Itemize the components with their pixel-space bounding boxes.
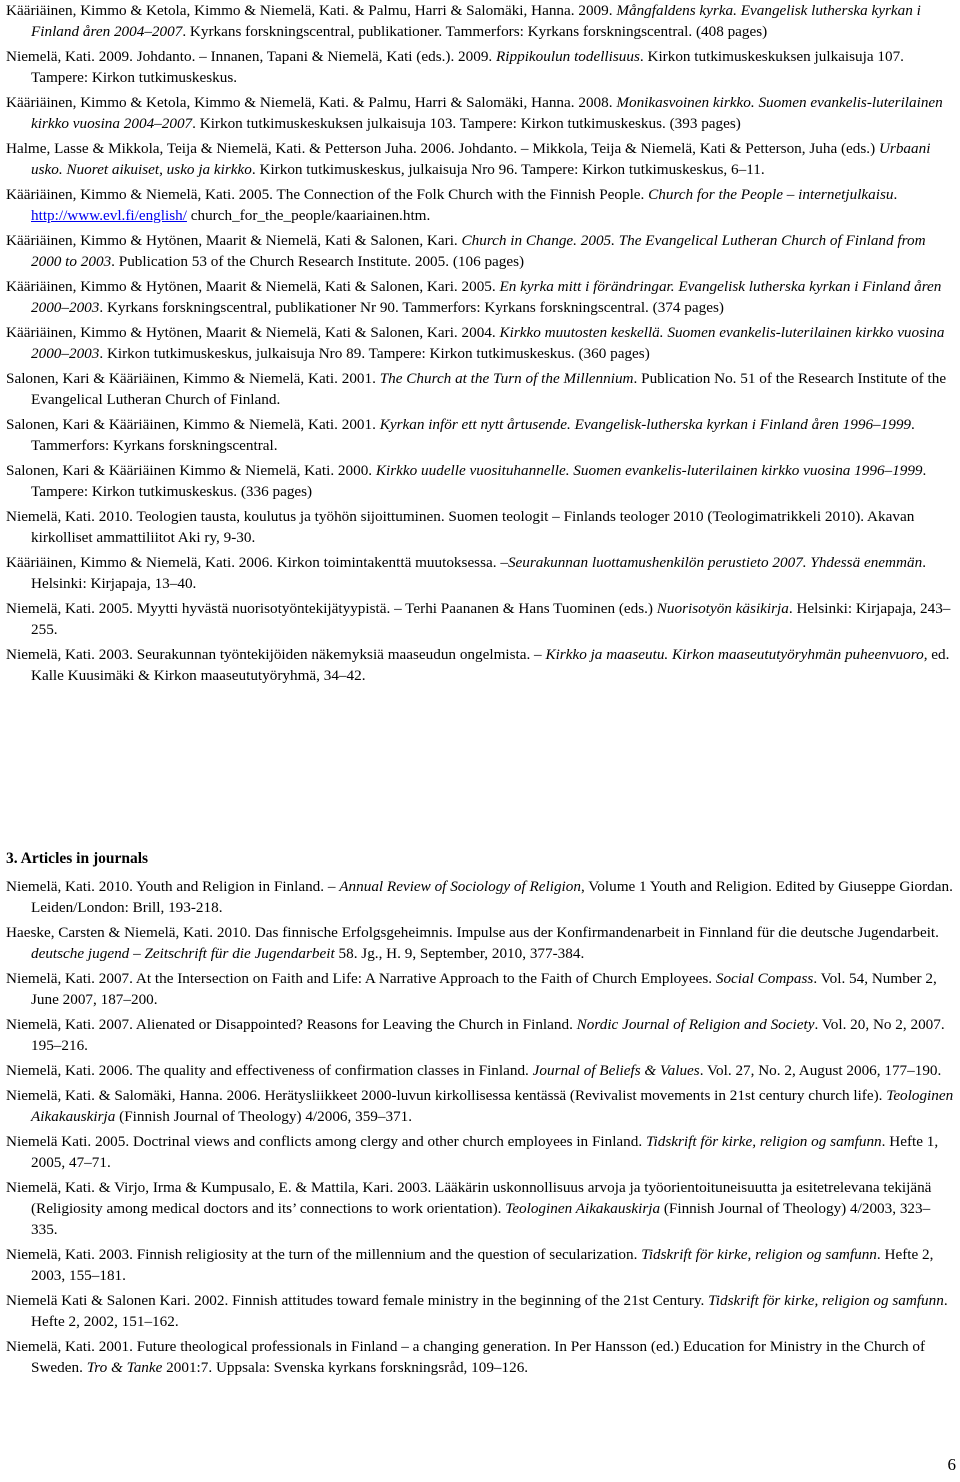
reference-title: En kyrka mitt i förändringar. Evangelisk lutherska kyrkan i Finland åren 2000–2003 bbox=[31, 278, 942, 316]
reference-title: The Church at the Turn of the Millennium bbox=[379, 370, 634, 387]
reference-title: Kirkko muutosten keskellä. Suomen evankelis-luterilainen kirkko vuosina 2000–2003 bbox=[31, 324, 945, 362]
reference-text: Kääriäinen, Kimmo & Hytönen, Maarit & Niemelä, Kati & Salonen, Kari. 2005. bbox=[6, 278, 500, 295]
reference-title: Kyrkan inför ett nytt årtusende. Evangelisk-lutherska kyrkan i Finland åren 1996–1999 bbox=[379, 416, 912, 433]
reference-text: . Helsinki: Kirjapaja, 13–40. bbox=[31, 554, 926, 592]
reference-text: church_for_the_people/kaariainen.htm. bbox=[186, 207, 431, 224]
reference-entry bbox=[6, 876, 956, 918]
reference-entry bbox=[6, 414, 956, 456]
reference-title: Tidskrift för kirke, religion og samfunn bbox=[645, 1133, 882, 1150]
reference-text: . bbox=[893, 186, 898, 203]
reference-text: Niemelä Kati. 2005. Doctrinal views and conflicts among clergy and other church employees in Finland. bbox=[6, 1133, 646, 1150]
reference-title: Nordic Journal of Religion and Society bbox=[576, 1016, 815, 1033]
reference-entry bbox=[6, 1290, 956, 1332]
reference-text: Niemelä, Kati. 2009. Johdanto. – Innanen, Tapani & Niemelä, Kati (eds.). 2009. bbox=[6, 48, 497, 65]
reference-text: . Helsinki: Kirjapaja, 243–255. bbox=[31, 600, 951, 638]
reference-entry bbox=[6, 322, 956, 364]
reference-entry bbox=[6, 1014, 956, 1056]
reference-title: Teologinen Aikakauskirja bbox=[31, 1087, 954, 1125]
reference-text: Niemelä, Kati. 2010. Youth and Religion in Finland. – bbox=[6, 878, 340, 895]
page-number: 6 bbox=[947, 1455, 956, 1474]
reference-title: Rippikoulun todellisuus bbox=[496, 48, 640, 65]
reference-text: , ed. Kalle Kuusimäki & Kirkon maaseututyöryhmä, 34–42. bbox=[31, 646, 950, 684]
reference-entry bbox=[6, 1060, 956, 1081]
reference-title: Mångfaldens kyrka. Evangelisk lutherska kyrkan i Finland åren 2004–2007 bbox=[31, 2, 921, 40]
reference-entry bbox=[6, 922, 956, 964]
book-references-list bbox=[6, 0, 956, 690]
reference-entry bbox=[6, 1177, 956, 1240]
reference-text: Niemelä, Kati. 2005. Myytti hyvästä nuorisotyöntekijätyypistä. – Terhi Paananen & Hans Tuominen (eds.) bbox=[6, 600, 657, 617]
reference-text: . Hefte 2, 2002, 151–162. bbox=[31, 1292, 948, 1330]
reference-text: Niemelä, Kati. 2007. Alienated or Disappointed? Reasons for Leaving the Church in Finland. bbox=[6, 1016, 577, 1033]
reference-text: (Finnish Journal of Theology) 4/2006, 359–371. bbox=[115, 1108, 413, 1125]
reference-entry bbox=[6, 968, 956, 1010]
reference-title: Church in Change. 2005. The Evangelical Lutheran Church of Finland from 2000 to 2003 bbox=[31, 232, 926, 270]
reference-text: . Publication No. 51 of the Research Institute of the Evangelical Lutheran Church of Finland. bbox=[31, 370, 947, 408]
reference-text: Kääriäinen, Kimmo & Ketola, Kimmo & Niemelä, Kati. & Palmu, Harri & Salomäki, Hanna. 2009. bbox=[6, 2, 617, 19]
reference-text: Haeske, Carsten & Niemelä, Kati. 2010. Das finnische Erfolgsgeheimnis. Impulse aus der Konfirmandenarbeit in Finnland für die deutsche Jugendarbeit. bbox=[6, 924, 939, 941]
reference-text: . Kirkon tutkimuskeskuksen julkaisuja 107. Tampere: Kirkon tutkimuskeskus. bbox=[31, 48, 904, 86]
reference-text: Niemelä Kati & Salonen Kari. 2002. Finnish attitudes toward female ministry in the beginning of the 21st Century. bbox=[6, 1292, 709, 1309]
reference-text: . Kirkon tutkimuskeskus, julkaisuja Nro 96. Tampere: Kirkon tutkimuskeskus, 6–11. bbox=[251, 161, 765, 178]
reference-text: Niemelä, Kati. 2003. Finnish religiosity at the turn of the millennium and the question of secularization. bbox=[6, 1246, 642, 1263]
reference-text: Salonen, Kari & Kääriäinen, Kimmo & Niemelä, Kati. 2001. bbox=[6, 416, 380, 433]
reference-title: Tidskrift för kirke, religion og samfunn bbox=[708, 1292, 944, 1309]
reference-title: Church for the People – internetjulkaisu bbox=[648, 186, 894, 203]
reference-title: Social Compass bbox=[715, 970, 814, 987]
reference-entry bbox=[6, 138, 956, 180]
reference-text: . Publication 53 of the Church Research Institute. 2005. (106 pages) bbox=[111, 253, 525, 270]
reference-text: . Tampere: Kirkon tutkimuskeskus. (336 pages) bbox=[31, 462, 927, 500]
reference-text: . Kyrkans forskningscentral, publikationer. Tammerfors: Kyrkans forskningscentral. (408 pages) bbox=[182, 23, 768, 40]
reference-text: . Hefte 2, 2003, 155–181. bbox=[31, 1246, 934, 1284]
reference-entry bbox=[6, 1336, 956, 1378]
reference-text: . Kirkon tutkimuskeskuksen julkaisuja 103. Tampere: Kirkon tutkimuskeskus. (393 pages) bbox=[192, 115, 741, 132]
reference-entry bbox=[6, 276, 956, 318]
reference-text: Salonen, Kari & Kääriäinen, Kimmo & Niemelä, Kati. 2001. bbox=[6, 370, 380, 387]
reference-text: , Volume 1 Youth and Religion. Edited by Giuseppe Giordan. Leiden/London: Brill, 193-218. bbox=[31, 878, 953, 916]
reference-text: . Hefte 1, 2005, 47–71. bbox=[31, 1133, 939, 1171]
reference-text: Niemelä, Kati. & Virjo, Irma & Kumpusalo, E. & Mattila, Kari. 2003. Lääkärin uskonnollisuus arvoja ja työorientoituneisuutta ja esitetrelevana tekijänä (Religiosity among medical doctors and its’ connections to work orientation). bbox=[6, 1179, 932, 1217]
reference-text: Kääriäinen, Kimmo & Hytönen, Maarit & Niemelä, Kati & Salonen, Kari. 2004. bbox=[6, 324, 500, 341]
reference-title: Kirkko uudelle vuosituhannelle. Suomen evankelis-luterilainen kirkko vuosina 1996–1999 bbox=[375, 462, 923, 479]
reference-entry bbox=[6, 598, 956, 640]
reference-entry bbox=[6, 506, 956, 548]
reference-title: deutsche jugend – Zeitschrift für die Jugendarbeit bbox=[31, 945, 335, 962]
reference-title: Kirkko ja maaseutu. Kirkon maaseututyöryhmän puheenvuoro bbox=[545, 646, 924, 663]
reference-title: Annual Review of Sociology of Religion bbox=[339, 878, 581, 895]
reference-title: Teologinen Aikakauskirja bbox=[505, 1200, 661, 1217]
reference-title: Seurakunnan luottamushenkilön perustieto 2007. Yhdessä enemmän bbox=[507, 554, 923, 571]
reference-text: Kääriäinen, Kimmo & Niemelä, Kati. 2006. Kirkon toimintakenttä muutoksessa. – bbox=[6, 554, 508, 571]
reference-text: . Vol. 27, No. 2, August 2006, 177–190. bbox=[699, 1062, 942, 1079]
reference-entry bbox=[6, 184, 956, 226]
reference-title: Journal of Beliefs & Values bbox=[532, 1062, 700, 1079]
reference-entry bbox=[6, 230, 956, 272]
reference-text: Niemelä, Kati. 2006. The quality and effectiveness of confirmation classes in Finland. bbox=[6, 1062, 533, 1079]
reference-entry bbox=[6, 46, 956, 88]
reference-title: Nuorisotyön käsikirja bbox=[656, 600, 789, 617]
reference-text: 58. Jg., H. 9, September, 2010, 377-384. bbox=[334, 945, 585, 962]
reference-entry bbox=[6, 368, 956, 410]
reference-text: Niemelä, Kati. 2001. Future theological professionals in Finland – a changing generation. In Per Hansson (ed.) Education for Ministry in the Church of Sweden. bbox=[6, 1338, 926, 1376]
reference-text: Salonen, Kari & Kääriäinen Kimmo & Niemelä, Kati. 2000. bbox=[6, 462, 376, 479]
reference-entry bbox=[6, 0, 956, 42]
reference-text: Niemelä, Kati. 2010. Teologien tausta, koulutus ja työhön sijoittuminen. Suomen teologit – Finlands teologer 2010 (Teologimatrikkeli 2010). Akavan kirkolliset ammattiliitot Aki ry, 9-30. bbox=[6, 508, 915, 546]
reference-text: Kääriäinen, Kimmo & Niemelä, Kati. 2005. The Connection of the Folk Church with the Finnish People. bbox=[6, 186, 649, 203]
reference-title: Monikasvoinen kirkko. Suomen evankelis-luterilainen kirkko vuosina 2004–2007 bbox=[31, 94, 943, 132]
reference-title: Tidskrift för kirke, religion og samfunn bbox=[641, 1246, 877, 1263]
reference-text: Niemelä, Kati. 2003. Seurakunnan työntekijöiden näkemyksiä maaseudun ongelmista. – bbox=[6, 646, 546, 663]
reference-text: . Kirkon tutkimuskeskus, julkaisuja Nro 89. Tampere: Kirkon tutkimuskeskus. (360 pages) bbox=[99, 345, 650, 362]
reference-title: Tro & Tanke bbox=[86, 1359, 163, 1376]
section-heading-articles: 3. Articles in journals bbox=[6, 850, 149, 867]
reference-text: . Vol. 20, No 2, 2007. 195–216. bbox=[31, 1016, 945, 1054]
reference-text: . Vol. 54, Number 2, June 2007, 187–200. bbox=[31, 970, 937, 1008]
reference-entry bbox=[6, 1244, 956, 1286]
reference-text: 2001:7. Uppsala: Svenska kyrkans forskningsråd, 109–126. bbox=[162, 1359, 529, 1376]
reference-text: . Tammerfors: Kyrkans forskningscentral. bbox=[31, 416, 915, 454]
reference-entry bbox=[6, 1131, 956, 1173]
reference-text: (Finnish Journal of Theology) 4/2003, 323–335. bbox=[31, 1200, 931, 1238]
reference-entry bbox=[6, 460, 956, 502]
reference-entry bbox=[6, 552, 956, 594]
reference-text: . Kyrkans forskningscentral, publikationer Nr 90. Tammerfors: Kyrkans forskningscentral. (374 pages) bbox=[99, 299, 724, 316]
reference-text: Niemelä, Kati. 2007. At the Intersection on Faith and Life: A Narrative Approach to the Faith of Church Employees. bbox=[6, 970, 716, 987]
reference-entry bbox=[6, 644, 956, 686]
journal-articles-list bbox=[6, 876, 956, 1382]
reference-text: Halme, Lasse & Mikkola, Teija & Niemelä, Kati. & Petterson Juha. 2006. Johdanto. – Mikkola, Teija & Niemelä, Kati & Petterson, Juha (eds.) bbox=[6, 140, 879, 157]
reference-link[interactable]: http://www.evl.fi/english/ bbox=[31, 207, 187, 224]
reference-text: Niemelä, Kati. & Salomäki, Hanna. 2006. Herätysliikkeet 2000-luvun kirkollisessa kentässä (Revivalist movements in 21st century church life). bbox=[6, 1087, 887, 1104]
reference-title: Urbaani usko. Nuoret aikuiset, usko ja kirkko bbox=[31, 140, 931, 178]
reference-text: Kääriäinen, Kimmo & Ketola, Kimmo & Niemelä, Kati. & Palmu, Harri & Salomäki, Hanna. 2008. bbox=[6, 94, 617, 111]
reference-entry bbox=[6, 1085, 956, 1127]
reference-entry bbox=[6, 92, 956, 134]
reference-text: Kääriäinen, Kimmo & Hytönen, Maarit & Niemelä, Kati & Salonen, Kari. bbox=[6, 232, 462, 249]
